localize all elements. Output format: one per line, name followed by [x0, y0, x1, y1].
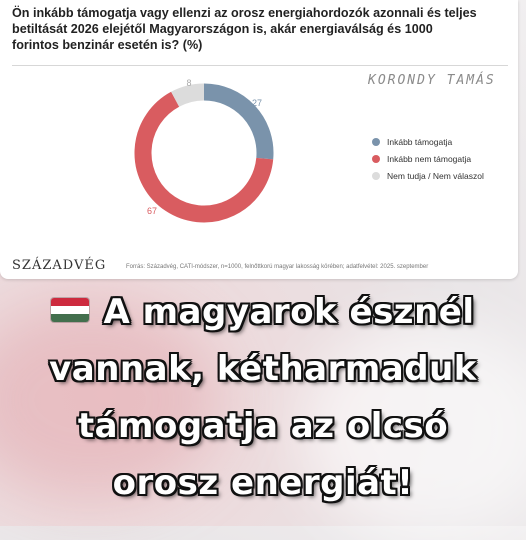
legend-item-2 — [372, 167, 484, 184]
legend-item-1 — [372, 150, 484, 167]
chart-legend — [372, 133, 484, 184]
headline-line-2: vannak, kétharmaduk — [49, 349, 477, 389]
headline-line-4: orosz energiát! — [112, 463, 414, 503]
hungary-flag-icon — [51, 298, 89, 322]
donut-slice-2 — [175, 92, 204, 99]
chart-title: Ön inkább támogatja vagy ellenzi az orosz energiahordozók azonnali és teljes betiltását 2026 elejétől Magyarországon is, akár energiaválság és 1000 forintos benzinár esetén is? (%) — [12, 6, 477, 52]
headline — [0, 284, 526, 512]
legend-item-0 — [372, 133, 484, 150]
legend-swatch-1 — [372, 155, 380, 163]
legend-label-2: Nem tudja / Nem válaszol — [387, 170, 484, 181]
author-watermark: KORONDY TAMÁS — [368, 73, 496, 88]
legend-swatch-2 — [372, 172, 380, 180]
headline-line-3: támogatja az olcsó — [77, 406, 449, 446]
legend-swatch-0 — [372, 138, 380, 146]
slice-value-label-0: 27 — [251, 98, 263, 108]
legend-label-1: Inkább nem támogatja — [387, 153, 472, 164]
legend-label-0: Inkább támogatja — [387, 136, 453, 147]
slice-value-label-1: 67 — [146, 206, 158, 216]
slice-value-label-2: 8 — [186, 78, 192, 88]
publisher-logo: SZÁZADVÉG — [12, 258, 107, 273]
headline-line-1: A magyarok észnél — [103, 292, 475, 332]
source-note: Forrás: Századvég, CATI-módszer, n=1000, felnőttkorú magyar lakosság körében; adatfelvétel: 2025. szeptember — [126, 264, 429, 270]
